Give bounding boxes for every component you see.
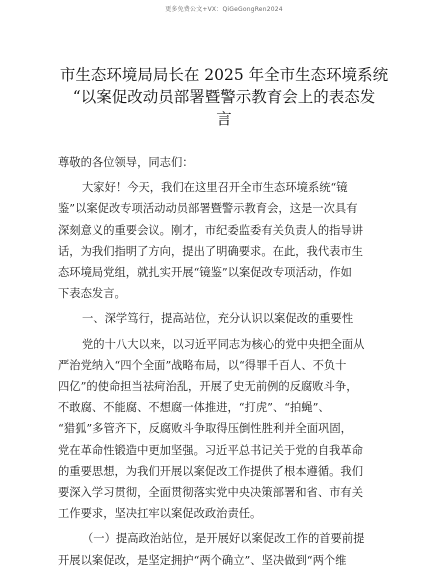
paragraph-line: 深刻意义的重要会议。刚才，市纪委监委有关负责人的指导讲	[58, 223, 364, 237]
header-note: 更多免费公文+VX：QiGeGongRen2024	[165, 6, 283, 13]
document-body	[58, 152, 396, 571]
title-line: 市生态环境局局长在 2025 年全市生态环境系统	[59, 66, 389, 84]
paragraph-line: “猎狐”多管齐下，反腐败斗争取得压倒性胜利并全面巩固，	[58, 422, 352, 436]
title-line: 言	[216, 110, 232, 128]
subsection-paragraph	[58, 528, 396, 570]
subsection-heading-line: （一）提高政治站位，是开展好以案促改工作的首要前提	[82, 532, 365, 546]
paragraph-line: 不敢腐、不能腐、不想腐一体推进，“打虎”、“拍蝇”、	[58, 401, 330, 415]
paragraph-line: 下表态发言。	[58, 287, 126, 301]
paragraph-line: 态环境局党组，就扎实开展“镜鉴”以案促改专项活动，作如	[58, 266, 352, 280]
paragraph-line: 大家好！今天，我们在这里召开全市生态环境系统“镜	[82, 181, 348, 195]
title-line: “以案促改动员部署暨警示教育会上的表态发	[72, 88, 376, 106]
paragraph-line: 话，为我们指明了方向，提出了明确要求。在此，我代表市生	[58, 244, 364, 258]
opening-paragraph	[58, 177, 396, 304]
section-heading: 一、深学笃行，提高站位，充分认识以案促改的重要性	[82, 312, 354, 326]
document-title	[38, 64, 410, 130]
paragraph-line: 开展以案促改，是坚定拥护“两个确立”、坚决做到“两个维	[58, 553, 347, 567]
paragraph-line: 党在革命性锻造中更加坚强。习近平总书记关于党的自我革命	[58, 443, 364, 457]
paragraph-line: 鉴”以案促改专项活动动员部署暨警示教育会，这是一次具有	[58, 202, 358, 216]
paragraph-line: 的重要思想，为我们开展以案促改工作提供了根本遵循。我们	[58, 464, 364, 478]
section-paragraph	[58, 334, 396, 525]
paragraph-line: 四亿”的使命担当祛疴治乱，开展了史无前例的反腐败斗争，	[58, 380, 358, 394]
paragraph-line: 党的十八大以来，以习近平同志为核心的党中央把全面从	[82, 337, 365, 351]
paragraph-line: 工作要求，坚决扛牢以案促改政治责任。	[58, 507, 262, 521]
paragraph-line: 严治党纳入“四个全面”战略布局，以“得罪千百人、不负十	[58, 358, 347, 372]
paragraph-line: 要深入学习贯彻，全面贯彻落实党中央决策部署和省、市有关	[58, 486, 364, 500]
salutation: 尊敬的各位领导，同志们：	[58, 156, 194, 169]
